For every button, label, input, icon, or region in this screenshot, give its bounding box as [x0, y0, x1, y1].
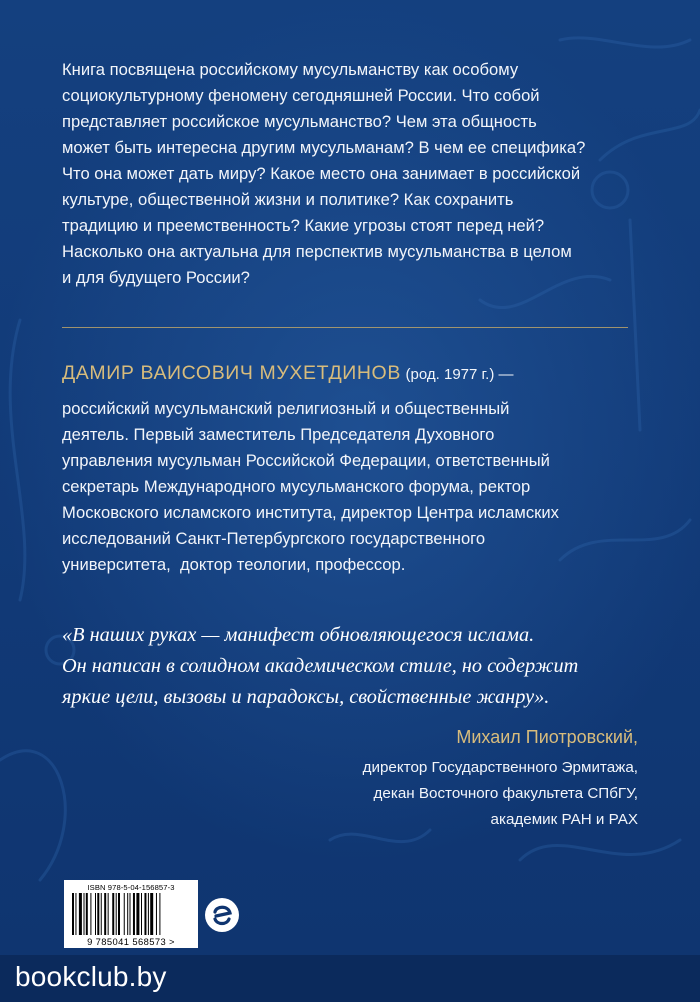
author-birth-year: (род. 1977 г.) —: [405, 366, 514, 383]
isbn-digits: 9 785041 568573 >: [87, 936, 175, 947]
isbn-label: ISBN 978-5-04-156857-3: [87, 883, 175, 892]
review-quote: «В наших руках — манифест обновляющегося ислама. Он написан в солидном академическом стиле, но содержит яркие цели, вызовы и парадоксы, свойственные жанру».: [62, 624, 579, 708]
site-footer: [0, 955, 700, 1002]
eksmo-logo-icon: [204, 897, 240, 933]
isbn-barcode: [64, 880, 198, 948]
barcode-bars-icon: [72, 893, 190, 935]
site-watermark: bookclub.by: [15, 961, 167, 992]
quote-author-position: академик РАН и РАХ: [490, 811, 638, 828]
quote-author-position: декан Восточного факультета СПбГУ,: [373, 785, 638, 802]
book-description: Книга посвящена российскому мусульманству как особому социокультурному феномену сегодняшней России. Что собой представляет российское мусульманство? Чем эта общность может быть интересна другим мусульманам? В чем ее специфика? Что она может дать миру? Какое место она занимает в российской культуре, общественной жизни и политике? Как сохранить традицию и преемственность? Какие угрозы стоят перед ней? Насколько она актуальна для перспектив мусульманства в целом и для будущего России?: [62, 60, 586, 287]
author-heading: [62, 360, 514, 388]
author-biography: российский мусульманский религиозный и общественный деятель. Первый заместитель Председателя Духовного управления мусульман Российской Федерации, ответственный секретарь Международного мусульманского форума, ректор Московского исламского института, директор Центра исламских исследований Санкт-Петербургского государственного университета, доктор теологии, профессор.: [62, 399, 559, 574]
divider-line: [62, 327, 628, 328]
author-name: ДАМИР ВАИСОВИЧ МУХЕТДИНОВ: [62, 362, 401, 384]
quote-author-name: Михаил Пиотровский,: [456, 727, 638, 747]
quote-author-position: директор Государственного Эрмитажа,: [362, 759, 638, 776]
